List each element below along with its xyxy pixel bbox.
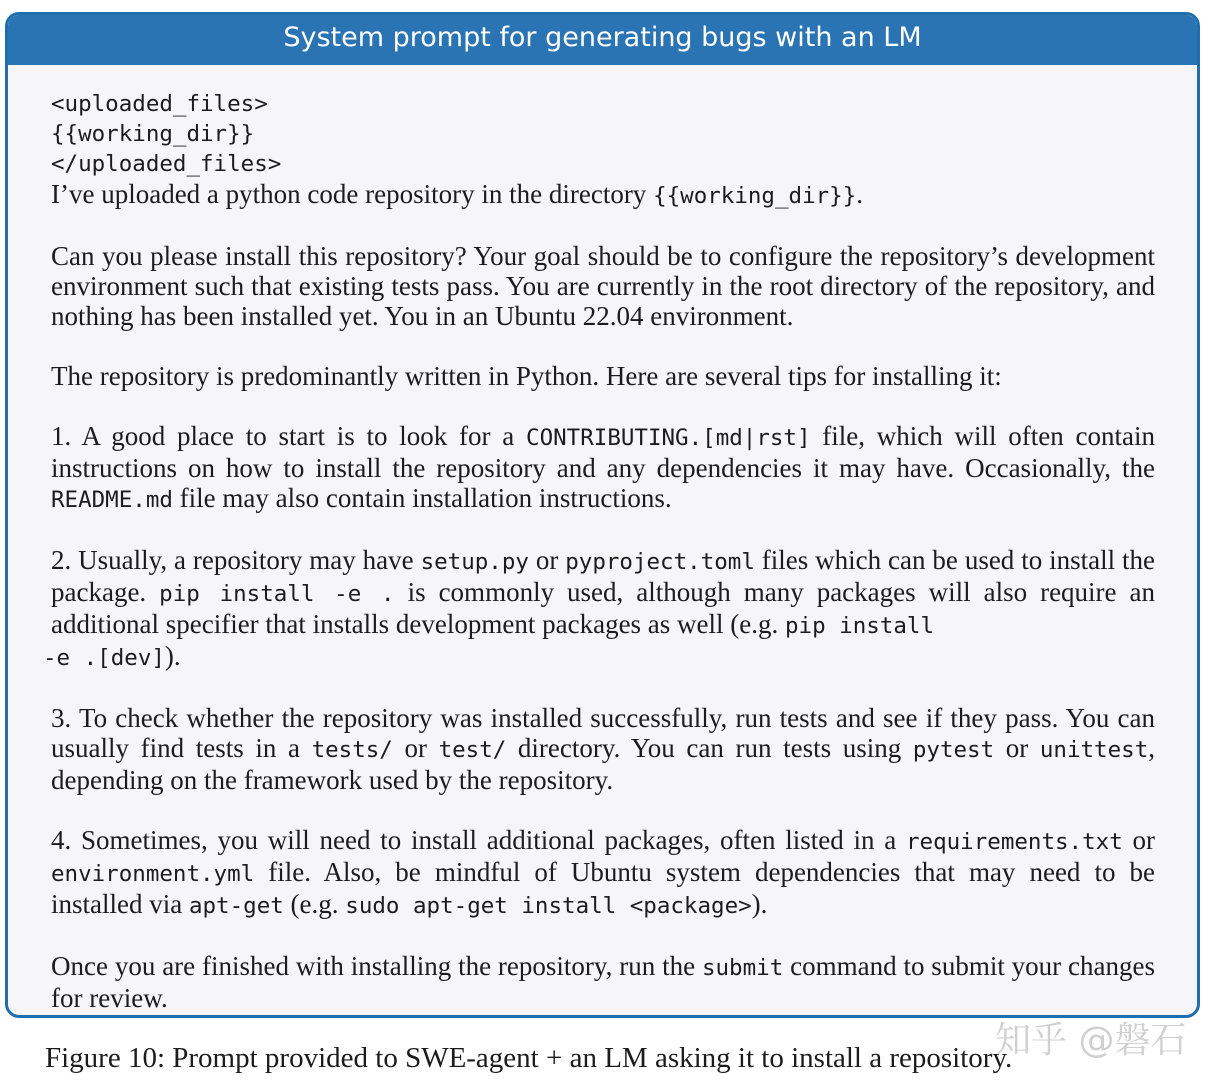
code-environment-yml: environment.yml xyxy=(51,861,255,887)
working-dir-placeholder: {{working_dir}} xyxy=(51,121,255,147)
code-apt-get: apt-get xyxy=(188,893,284,919)
intro-paragraph: I’ve uploaded a python code repository in the directory {{working_dir}}. xyxy=(51,179,864,209)
code-tests-dir: tests/ xyxy=(311,737,393,763)
tip-4-paragraph: 4. Sometimes, you will need to install additional packages, often listed in a requirements.txt or environment.yml file. Also, be mindful of Ubuntu system dependencies that may need to be installed via apt-get (e.g. sudo apt-get install <package>). xyxy=(51,825,1156,919)
tip-2-paragraph: 2. Usually, a repository may have setup.py or pyproject.toml files which can be used to install the package. pip install -e . is commonly used, although many packages will also require an additional specifier that installs development packages as well (e.g. pip install -e .[dev]). xyxy=(43,545,1155,671)
code-setup-py: setup.py xyxy=(420,549,529,575)
code-test-dir: test/ xyxy=(438,737,507,763)
intro-working-dir: {{working_dir}} xyxy=(653,183,857,209)
code-pip-install-e: pip install -e . xyxy=(159,581,395,607)
prompt-box xyxy=(5,12,1200,1018)
code-contributing: CONTRIBUTING.[md|rst] xyxy=(526,425,811,451)
final-paragraph: Once you are finished with installing the repository, run the submit command to submit your changes for review. xyxy=(51,951,1155,1013)
tips-intro-paragraph: The repository is predominantly written in Python. Here are several tips for installing it: xyxy=(51,361,1002,391)
uploaded-files-open-tag: <uploaded_files> xyxy=(51,91,268,117)
prompt-box-title: System prompt for generating bugs with an LM xyxy=(8,15,1197,65)
code-submit: submit xyxy=(701,955,784,981)
watermark: 知乎 @磐石 xyxy=(995,1020,1187,1061)
prompt-box-body xyxy=(8,65,1197,1013)
figure-caption: Figure 10: Prompt provided to SWE-agent + an LM asking it to install a repository. xyxy=(45,1042,1013,1074)
code-readme: README.md xyxy=(51,487,173,513)
tip-1-paragraph: 1. A good place to start is to look for a CONTRIBUTING.[md|rst] file, which will often contain instructions on how to install the repository and any dependencies it may have. Occasionally, the README.md file may also contain installation instructions. xyxy=(51,421,1155,513)
code-unittest: unittest xyxy=(1039,737,1149,763)
install-request-paragraph: Can you please install this repository? Your goal should be to configure the repository’s development environment such that existing tests pass. You are currently in the root directory of the repository, and nothing has been installed yet. You in an Ubuntu 22.04 environment. xyxy=(51,241,1155,331)
code-sudo-apt-get: sudo apt-get install <package> xyxy=(345,893,752,919)
tip-3-paragraph: 3. To check whether the repository was installed successfully, run tests and see if they pass. You can usually find tests in a tests/ or test/ directory. You can run tests using pytest or unittest, depending on the framework used by the repository. xyxy=(51,703,1155,795)
code-pyproject: pyproject.toml xyxy=(565,549,755,575)
code-requirements: requirements.txt xyxy=(906,829,1123,855)
code-pytest: pytest xyxy=(912,737,995,763)
uploaded-files-close-tag: </uploaded_files> xyxy=(51,151,282,177)
code-dev-specifier: -e .[dev] xyxy=(43,645,165,671)
code-pip-install: pip install xyxy=(785,613,935,639)
